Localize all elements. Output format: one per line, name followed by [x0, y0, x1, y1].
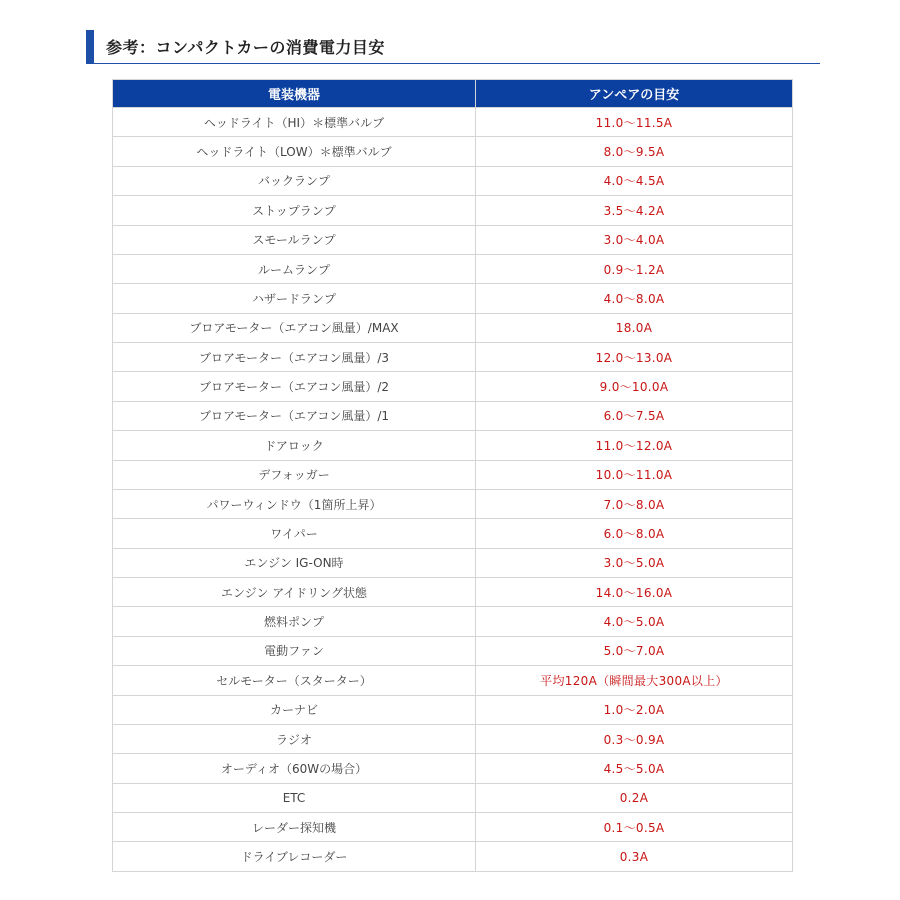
page-title: 参考：コンパクトカーの消費電力目安 [106, 38, 385, 57]
ampere-value-cell: 5.0～7.0A [476, 636, 793, 665]
table-row [113, 108, 793, 137]
ampere-value-cell: 0.1～0.5A [476, 813, 793, 842]
table-row [113, 284, 793, 313]
table-row [113, 137, 793, 166]
ampere-value-cell: 7.0～8.0A [476, 489, 793, 518]
device-name-cell: ドライブレコーダー [113, 842, 476, 871]
device-name-cell: ワイパー [113, 519, 476, 548]
ampere-value-cell: 平均120A（瞬間最大300A以上） [476, 666, 793, 695]
device-name-cell: ストップランプ [113, 196, 476, 225]
table-row [113, 166, 793, 195]
ampere-value-cell: 9.0～10.0A [476, 372, 793, 401]
ampere-value-cell: 14.0～16.0A [476, 578, 793, 607]
table-row [113, 460, 793, 489]
table-row [113, 724, 793, 753]
ampere-value-cell: 6.0～7.5A [476, 401, 793, 430]
ampere-value-cell: 6.0～8.0A [476, 519, 793, 548]
device-name-cell: エンジン IG-ON時 [113, 548, 476, 577]
ampere-value-cell: 3.0～4.0A [476, 225, 793, 254]
ampere-value-cell: 3.5～4.2A [476, 196, 793, 225]
ampere-value-cell: 18.0A [476, 313, 793, 342]
device-name-cell: ドアロック [113, 431, 476, 460]
table-row [113, 401, 793, 430]
table-row [113, 489, 793, 518]
table-row [113, 313, 793, 342]
device-name-cell: ブロアモーター（エアコン風量）/2 [113, 372, 476, 401]
ampere-value-cell: 4.5～5.0A [476, 754, 793, 783]
table-row [113, 196, 793, 225]
ampere-value-cell: 0.3～0.9A [476, 724, 793, 753]
ampere-value-cell: 1.0～2.0A [476, 695, 793, 724]
device-name-cell: デフォッガー [113, 460, 476, 489]
heading-accent-bar [86, 30, 94, 64]
device-name-cell: スモールランプ [113, 225, 476, 254]
ampere-value-cell: 4.0～4.5A [476, 166, 793, 195]
ampere-value-cell: 12.0～13.0A [476, 343, 793, 372]
ampere-value-cell: 4.0～5.0A [476, 607, 793, 636]
device-name-cell: ルームランプ [113, 254, 476, 283]
table-row [113, 695, 793, 724]
device-name-cell: 燃料ポンプ [113, 607, 476, 636]
device-name-cell: ブロアモーター（エアコン風量）/3 [113, 343, 476, 372]
table-row [113, 754, 793, 783]
table-row [113, 636, 793, 665]
device-name-cell: オーディオ（60Wの場合） [113, 754, 476, 783]
ampere-value-cell: 3.0～5.0A [476, 548, 793, 577]
table-header-row [113, 80, 793, 108]
device-name-cell: ラジオ [113, 724, 476, 753]
table-row [113, 372, 793, 401]
ampere-value-cell: 4.0～8.0A [476, 284, 793, 313]
ampere-value-cell: 0.9～1.2A [476, 254, 793, 283]
table-row [113, 607, 793, 636]
ampere-value-cell: 0.3A [476, 842, 793, 871]
ampere-value-cell: 8.0～9.5A [476, 137, 793, 166]
device-name-cell: ブロアモーター（エアコン風量）/1 [113, 401, 476, 430]
power-consumption-table [112, 79, 793, 872]
ampere-value-cell: 0.2A [476, 783, 793, 812]
table-row [113, 431, 793, 460]
column-header-ampere: アンペアの目安 [476, 80, 793, 108]
table-row [113, 519, 793, 548]
table-row [113, 548, 793, 577]
table-row [113, 813, 793, 842]
table-row [113, 225, 793, 254]
device-name-cell: ヘッドライト（LOW）＊標準バルブ [113, 137, 476, 166]
table-row [113, 578, 793, 607]
device-name-cell: ヘッドライト（HI）＊標準バルブ [113, 108, 476, 137]
ampere-value-cell: 10.0～11.0A [476, 460, 793, 489]
ampere-value-cell: 11.0～11.5A [476, 108, 793, 137]
table-row [113, 343, 793, 372]
device-name-cell: バックランプ [113, 166, 476, 195]
table-row [113, 842, 793, 871]
table-row [113, 254, 793, 283]
device-name-cell: ETC [113, 783, 476, 812]
ampere-value-cell: 11.0～12.0A [476, 431, 793, 460]
device-name-cell: レーダー探知機 [113, 813, 476, 842]
section-heading [86, 28, 820, 64]
table-row [113, 783, 793, 812]
table-row [113, 666, 793, 695]
device-name-cell: ハザードランプ [113, 284, 476, 313]
device-name-cell: ブロアモーター（エアコン風量）/MAX [113, 313, 476, 342]
device-name-cell: エンジン アイドリング状態 [113, 578, 476, 607]
device-name-cell: カーナビ [113, 695, 476, 724]
device-name-cell: 電動ファン [113, 636, 476, 665]
device-name-cell: セルモーター（スターター） [113, 666, 476, 695]
device-name-cell: パワーウィンドウ（1箇所上昇） [113, 489, 476, 518]
column-header-device: 電装機器 [113, 80, 476, 108]
